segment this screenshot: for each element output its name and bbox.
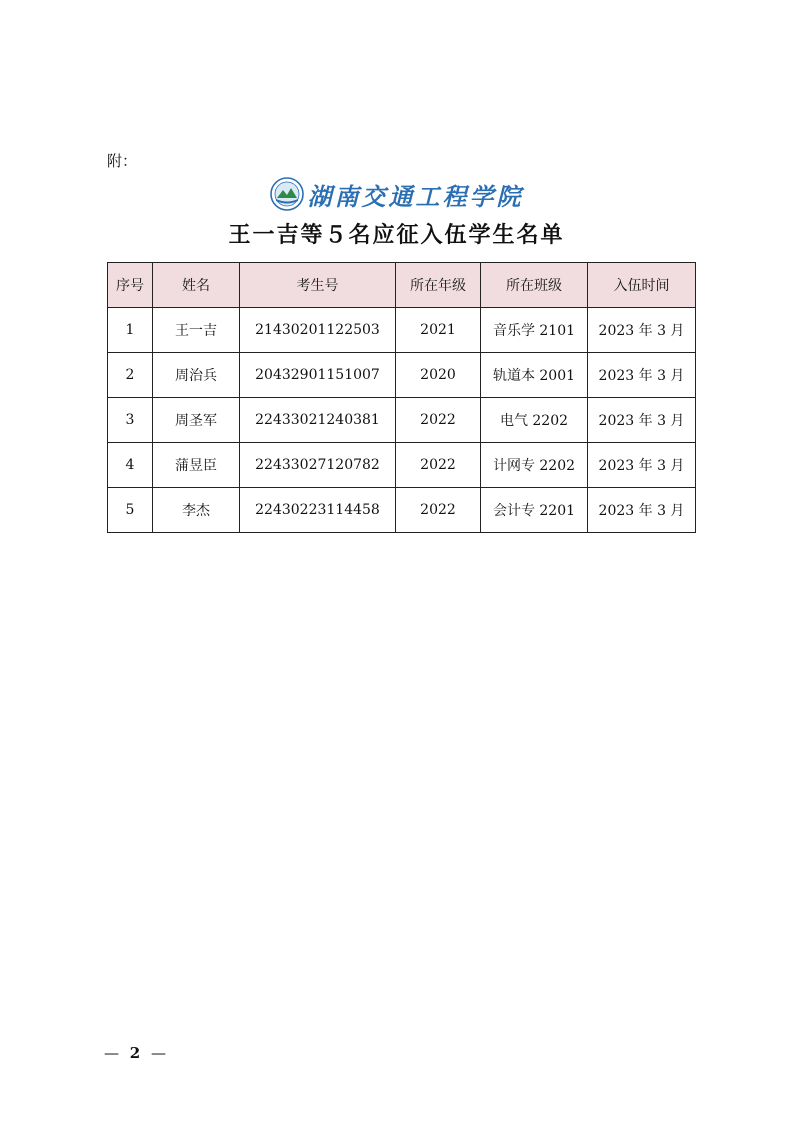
cell-name: 周圣军 (153, 398, 240, 443)
cell-index: 5 (108, 488, 153, 533)
column-header: 考生号 (240, 263, 396, 308)
cell-enlist-date: 2023 年 3 月 (588, 353, 696, 398)
cell-class: 会计专 2201 (481, 488, 588, 533)
enlistment-table (107, 262, 696, 533)
table-row (108, 488, 696, 533)
document-title: 王一吉等５名应征入伍学生名单 (228, 223, 565, 248)
column-header: 所在年级 (396, 263, 481, 308)
column-header: 入伍时间 (588, 263, 696, 308)
column-header: 姓名 (153, 263, 240, 308)
column-header: 所在班级 (481, 263, 588, 308)
cell-exam-id: 22430223114458 (240, 488, 396, 533)
cell-class: 计网专 2202 (481, 443, 588, 488)
cell-name: 蒲昱臣 (153, 443, 240, 488)
table-row (108, 353, 696, 398)
school-name: 湖南交通工程学院 (307, 181, 524, 211)
cell-class: 电气 2202 (481, 398, 588, 443)
cell-enlist-date: 2023 年 3 月 (588, 398, 696, 443)
cell-class: 轨道本 2001 (481, 353, 588, 398)
cell-exam-id: 21430201122503 (240, 308, 396, 353)
cell-exam-id: 22433021240381 (240, 398, 396, 443)
table-header-row (108, 263, 696, 308)
page-footer (104, 1044, 166, 1062)
cell-grade: 2022 (396, 398, 481, 443)
cell-grade: 2020 (396, 353, 481, 398)
column-header: 序号 (108, 263, 153, 308)
school-logo-banner (0, 176, 793, 212)
cell-name: 王一吉 (153, 308, 240, 353)
cell-name: 李杰 (153, 488, 240, 533)
cell-index: 3 (108, 398, 153, 443)
cell-index: 4 (108, 443, 153, 488)
cell-enlist-date: 2023 年 3 月 (588, 443, 696, 488)
footer-dash-left: — (104, 1044, 119, 1062)
cell-exam-id: 22433027120782 (240, 443, 396, 488)
cell-enlist-date: 2023 年 3 月 (588, 308, 696, 353)
attachment-label: 附： (107, 152, 138, 170)
cell-index: 1 (108, 308, 153, 353)
cell-index: 2 (108, 353, 153, 398)
cell-enlist-date: 2023 年 3 月 (588, 488, 696, 533)
page-number: 2 (129, 1044, 141, 1062)
cell-grade: 2022 (396, 443, 481, 488)
cell-name: 周治兵 (153, 353, 240, 398)
school-emblem-icon (270, 177, 304, 211)
cell-class: 音乐学 2101 (481, 308, 588, 353)
table-row (108, 308, 696, 353)
table-row (108, 398, 696, 443)
cell-exam-id: 20432901151007 (240, 353, 396, 398)
cell-grade: 2021 (396, 308, 481, 353)
footer-dash-right: — (151, 1044, 166, 1062)
table-row (108, 443, 696, 488)
cell-grade: 2022 (396, 488, 481, 533)
